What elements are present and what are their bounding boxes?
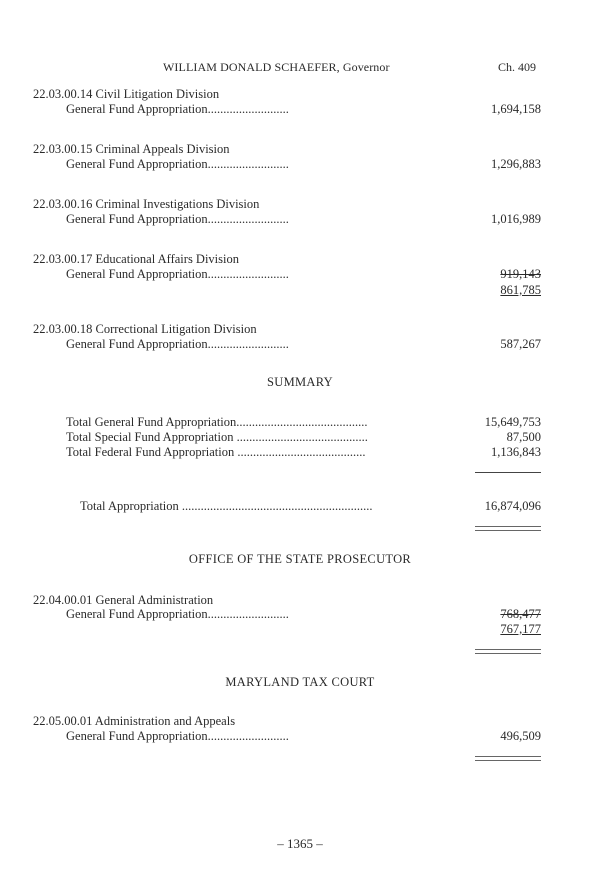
entry-code-title: 22.05.00.01 Administration and Appeals [33,714,236,728]
entry-amount: 587,267 [500,337,541,351]
entry-code-title: 22.03.00.16 Criminal Investigations Division [33,197,260,211]
entry-amount: 1,016,989 [491,212,541,226]
summary-row-amount: 87,500 [506,430,541,444]
entry-amount: 496,509 [500,729,541,743]
entry-amount: 1,296,883 [491,157,541,171]
summary-row-label: Total General Fund Appropriation.......................................... [66,415,368,429]
entry-code-title: 22.03.00.18 Correctional Litigation Division [33,322,257,336]
entry-approp-label: General Fund Appropriation.......................... [66,212,289,226]
entry-amount: 1,694,158 [491,102,541,116]
entry-approp-label: General Fund Appropriation.......................... [66,607,289,621]
entry-approp-label: General Fund Appropriation.......................... [66,102,289,116]
prosecutor-heading: OFFICE OF THE STATE PROSECUTOR [188,552,412,566]
summary-row-label: Total Special Fund Appropriation .......................................... [66,430,368,444]
entry-amount-struck: 919,143 [500,267,541,281]
entry-approp-label: General Fund Appropriation.......................... [66,157,289,171]
page-number: – 1365 – [277,836,323,851]
prosecutor-double-rule [475,649,541,654]
total-double-rule [475,526,541,531]
entry-amount-amended: 861,785 [500,283,541,297]
summary-row-label: Total Federal Fund Appropriation ......................................... [66,445,366,459]
summary-row-amount: 1,136,843 [491,445,541,459]
entry-amount-amended: 767,177 [500,622,541,636]
entry-code-title: 22.03.00.14 Civil Litigation Division [33,87,220,101]
total-appropriation-amount: 16,874,096 [484,499,541,513]
entry-code-title: 22.03.00.17 Educational Affairs Division [33,252,239,266]
entry-approp-label: General Fund Appropriation.......................... [66,267,289,281]
running-header-title: WILLIAM DONALD SCHAEFER, Governor [163,60,390,74]
entry-approp-label: General Fund Appropriation.......................... [66,729,289,743]
tax-court-double-rule [475,756,541,761]
subtotal-rule [475,472,541,473]
chapter-number: Ch. 409 [498,60,537,74]
entry-code-title: 22.03.00.15 Criminal Appeals Division [33,142,230,156]
summary-row-amount: 15,649,753 [484,415,541,429]
total-appropriation-label: Total Appropriation ............................................................. [80,499,373,513]
entry-approp-label: General Fund Appropriation.......................... [66,337,289,351]
entry-amount-struck: 768,477 [500,607,541,621]
entry-code-title: 22.04.00.01 General Administration [33,593,214,607]
summary-heading: SUMMARY [266,375,333,389]
tax-court-heading: MARYLAND TAX COURT [225,675,375,689]
